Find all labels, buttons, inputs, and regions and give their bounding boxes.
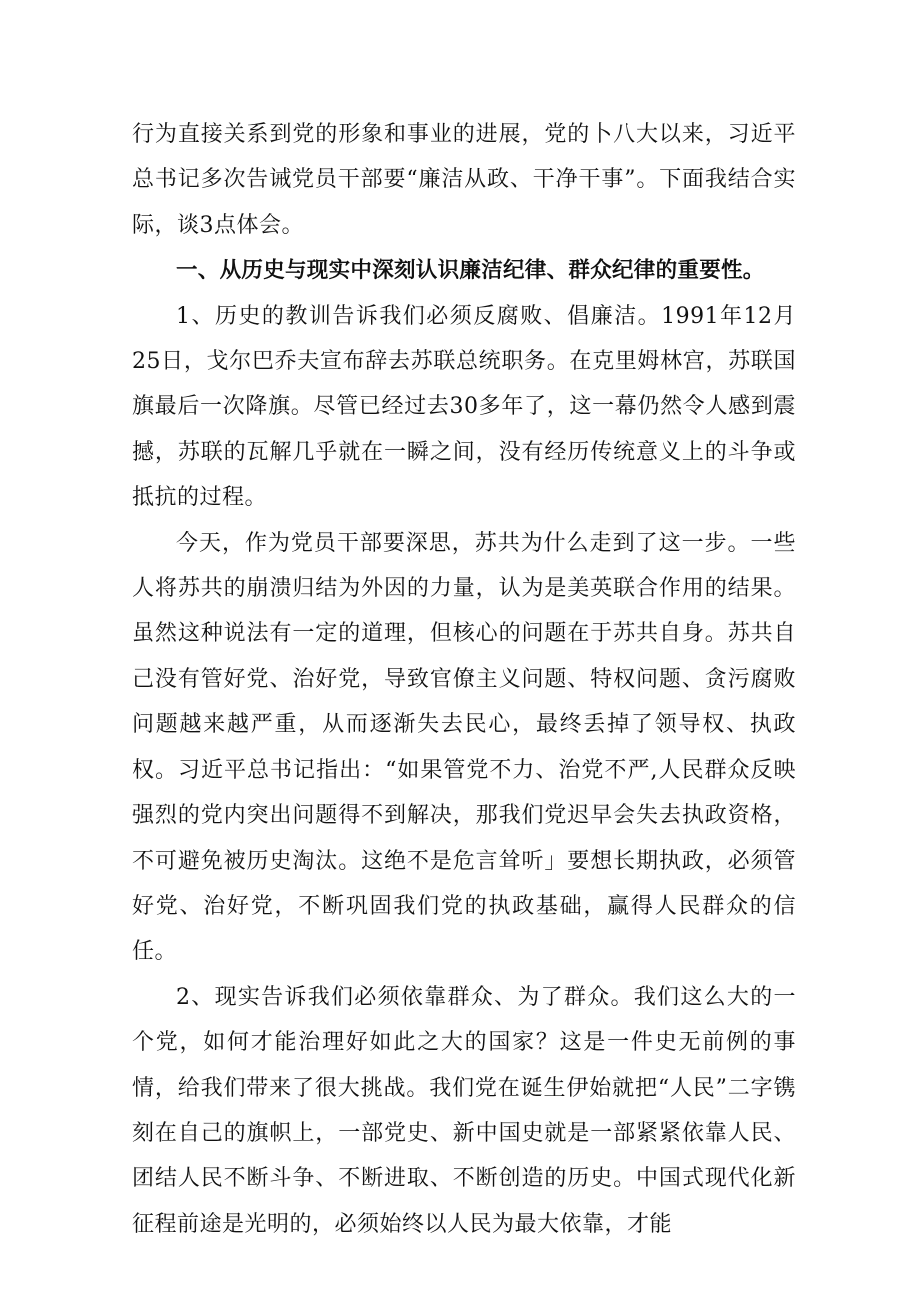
section-heading: 一、从历史与现实中深刻认识廉洁纪律、群众纪律的重要性。 <box>176 258 765 284</box>
paragraph-reflection: 今天，作为党员干部要深思，苏共为什么走到了这一步。一些人将苏共的崩溃归结为外因的力量，认为是美英联合作用的结果。虽然这种说法有一定的道理，但核心的问题在于苏共自身。苏共自己没有管好党、治好党，导致官僚主义问题、特权问题、贪污腐败问题越来越严重，从而逐渐失去民心，最终丢掉了领导权、执政权。习近平总书记指出：“如果管党不力、治党不严,人民群众反映强烈的党内突出问题得不到解决，那我们党迟早会失去执政资格，不可避免被历史淘汰。这绝不是危言耸听」要想长期执政，必须管好党、治好党，不断巩固我们党的执政基础，赢得人民群众的信任。 <box>132 530 796 965</box>
document-body <box>132 112 796 1247</box>
paragraph-history-lesson: 1、历史的教训告诉我们必须反腐败、倡廉洁。1991年12月25日，戈尔巴乔夫宣布辞去苏联总统职务。在克里姆林宫，苏联国旗最后一次降旗。尽管已经过去30多年了，这一幕仍然令人感到震撼，苏联的瓦解几乎就在一瞬之间，没有经历传统意义上的斗争或抵抗的过程。 <box>132 303 796 511</box>
paragraph-intro-continuation: 行为直接关系到党的形象和事业的进展，党的卜八大以来，习近平总书记多次告诫党员干部要“廉洁从政、干净干事”。下面我结合实际，谈3点体会。 <box>132 122 796 238</box>
paragraph-reality-lesson: 2、现实告诉我们必须依靠群众、为了群众。我们这么大的一个党，如何才能治理好如此之大的国家？这是一件史无前例的事情，给我们带来了很大挑战。我们党在诞生伊始就把“人民”二字镌刻在自己的旗帜上，一部党史、新中国史就是一部紧紧依靠人民、团结人民不断斗争、不断进取、不断创造的历史。中国式现代化新征程前途是光明的，必须始终以人民为最大依靠，才能 <box>132 984 796 1237</box>
